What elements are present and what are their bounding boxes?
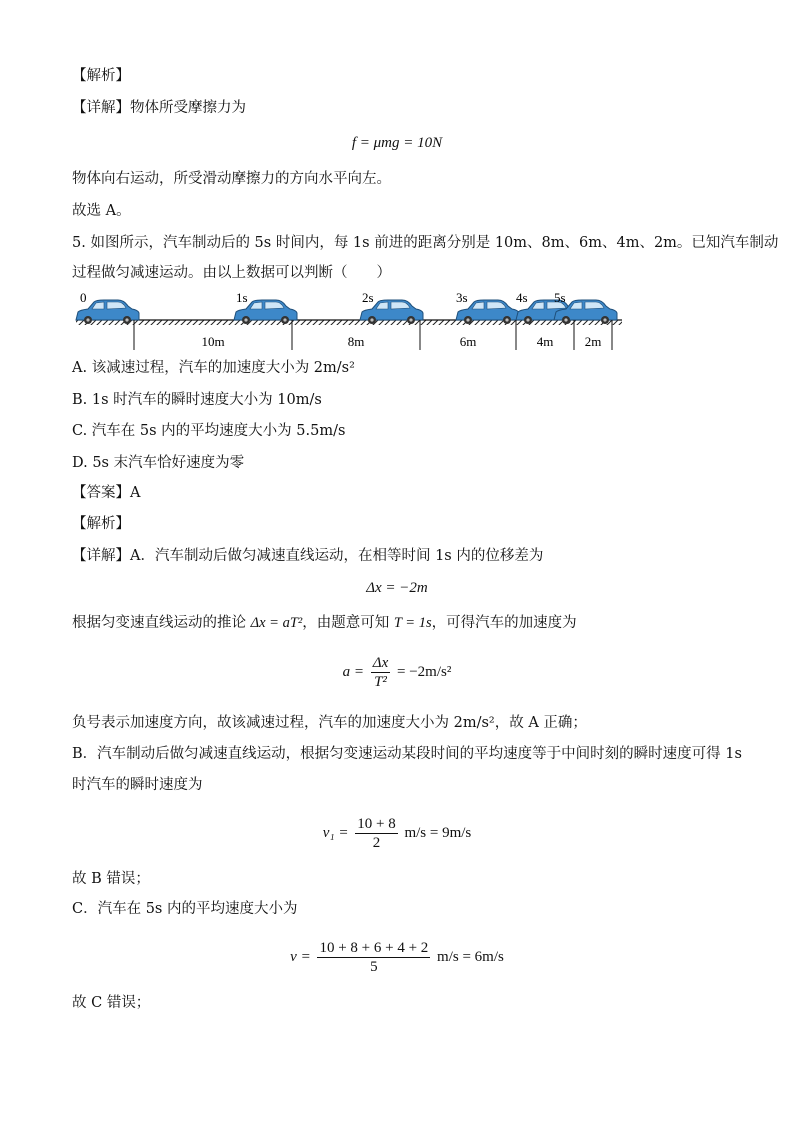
choice-statement: 故选 A。 [72, 203, 131, 219]
inference-line [72, 613, 577, 633]
option-c: C. 汽车在 5s 内的平均速度大小为 5.5m/s [72, 423, 346, 439]
distance-label-10m: 10m [201, 334, 225, 349]
option-a: A. 该减速过程，汽车的加速度大小为 2m/s² [72, 360, 355, 376]
time-label-1s: 1s [236, 290, 248, 305]
velocity-1s-equation [0, 815, 794, 852]
solution-a-text: A．汽车制动后做匀减速直线运动，在相等时间 1s 内的位移差为 [130, 548, 544, 564]
inference-suffix: ，可得汽车的加速度为 [431, 615, 577, 631]
solution-b-line1: B．汽车制动后做匀减速直线运动，根据匀变速运动某段时间的平均速度等于中间时刻的瞬时速度可得 1s [72, 746, 742, 762]
solution-a-conclusion: 负号表示加速度方向，故该减速过程，汽车的加速度大小为 2m/s²，故 A 正确； [72, 715, 587, 731]
question-stem-line1: 5. 如图所示，汽车制动后的 5s 时间内，每 1s 前进的距离分别是 10m、8m、6m、4m、2m。已知汽车制动 [72, 235, 779, 251]
time-label-3s: 3s [456, 290, 468, 305]
acceleration-fraction [371, 654, 390, 691]
solution-detail-label: 【详解】 [72, 548, 130, 564]
velocity-1s-rhs: m/s = 9m/s [404, 824, 472, 841]
average-velocity-denominator: 5 [370, 959, 378, 975]
answer-value: A [130, 485, 141, 501]
acceleration-lhs: a = [342, 663, 365, 680]
acceleration-denominator: T² [374, 674, 387, 690]
average-velocity-numerator: 10 + 8 + 6 + 4 + 2 [319, 940, 429, 956]
q5-analysis-heading: 【解析】 [72, 516, 130, 532]
acceleration-rhs: = −2m/s² [397, 663, 452, 680]
time-label-0: 0 [80, 290, 87, 305]
inference-period: T = 1s [393, 615, 432, 631]
distance-label-6m: 6m [459, 334, 477, 349]
time-label-4s: 4s [516, 290, 528, 305]
ground-hatching [76, 320, 622, 325]
velocity-1s-fraction [355, 815, 397, 852]
solution-c-line: C．汽车在 5s 内的平均速度大小为 [72, 901, 298, 917]
displacement-difference-equation: Δx = −2m [366, 580, 428, 596]
inference-prefix: 根据匀变速直线运动的推论 [72, 615, 246, 631]
analysis-heading: 【解析】 [72, 68, 130, 84]
time-label-2s: 2s [362, 290, 374, 305]
velocity-1s-denominator: 2 [372, 835, 381, 851]
answer-label: 【答案】 [72, 485, 130, 501]
inference-formula: Δx = aT² [250, 615, 303, 631]
velocity-1s-numerator: 10 + 8 [357, 816, 396, 832]
option-b: B. 1s 时汽车的瞬时速度大小为 10m/s [72, 392, 322, 408]
average-velocity-lhs: v = [290, 948, 311, 965]
average-velocity-rhs: m/s = 6m/s [437, 948, 504, 965]
distance-label-8m: 8m [347, 334, 365, 349]
solution-b-conclusion: 故 B 错误； [72, 871, 150, 887]
solution-a-line [72, 546, 543, 566]
detail-label: 【详解】 [72, 100, 130, 116]
average-velocity-equation [0, 939, 794, 976]
distance-label-2m: 2m [584, 334, 602, 349]
velocity-1s-lhs: v₁ = [322, 824, 349, 841]
option-d: D. 5s 末汽车恰好速度为零 [72, 455, 245, 471]
solution-c-conclusion: 故 C 错误； [72, 995, 151, 1011]
detail-line [72, 98, 246, 118]
solution-b-line2: 时汽车的瞬时速度为 [72, 777, 203, 793]
braking-car-figure [72, 290, 632, 350]
time-label-5s: 5s [554, 290, 566, 305]
average-velocity-fraction [317, 939, 430, 976]
inference-middle: ，由题意可知 [302, 615, 390, 631]
friction-equation: f = μmg = 10N [351, 135, 443, 151]
acceleration-numerator: Δx [372, 655, 389, 671]
answer-line [72, 483, 140, 503]
acceleration-equation [0, 654, 794, 691]
question-stem-line2: 过程做匀减速运动。由以上数据可以判断（ ） [72, 265, 391, 281]
detail-text: 物体所受摩擦力为 [130, 100, 246, 116]
distance-label-4m: 4m [536, 334, 554, 349]
friction-direction-text: 物体向右运动，所受滑动摩擦力的方向水平向左。 [72, 171, 391, 187]
